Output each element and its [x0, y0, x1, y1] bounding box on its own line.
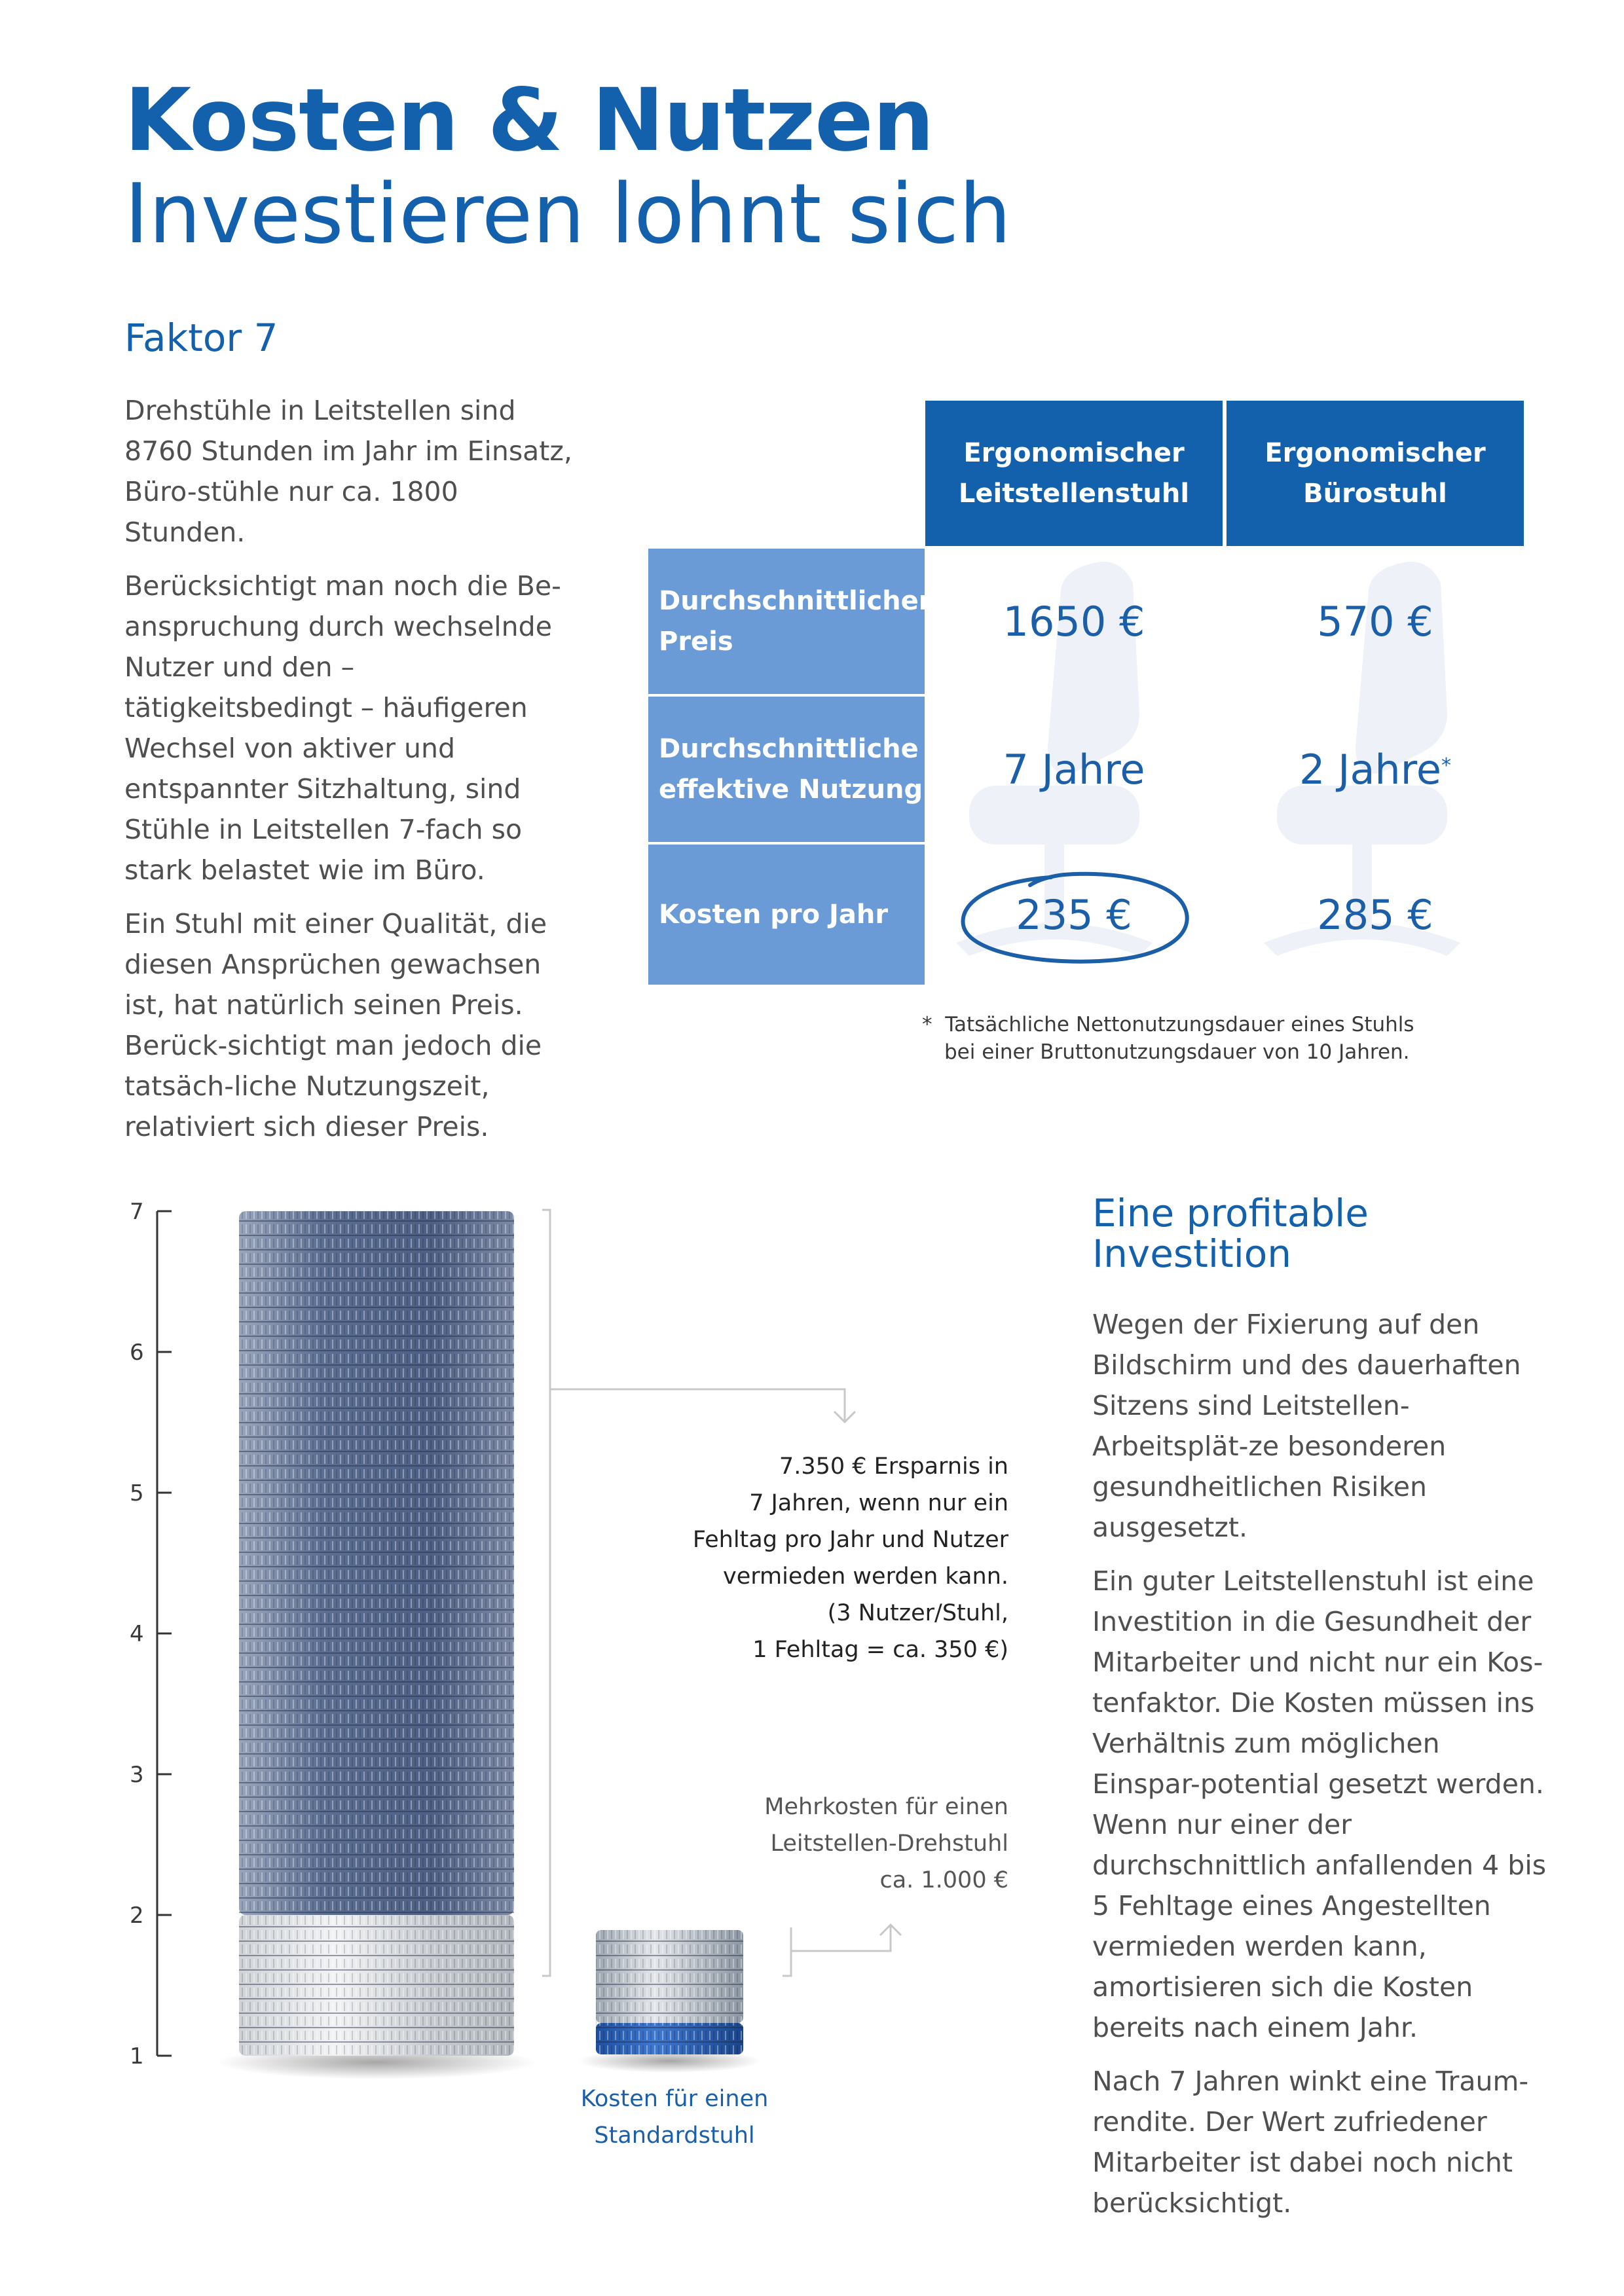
col-header-buerostuhl: Ergonomischer Bürostuhl — [1227, 401, 1524, 546]
footnote-marker: * — [1441, 754, 1451, 777]
standard-chair-caption — [544, 2081, 805, 2154]
annotation-line: Fehltag pro Jahr und Nutzer — [692, 1527, 1008, 1553]
savings-annotation — [609, 1448, 1008, 1668]
cell-nutzung-leitstelle: 7 Jahre — [1003, 745, 1145, 793]
section1-text — [124, 390, 576, 1160]
row-label-nutzung: Durchschnittliche effektive Nutzung — [648, 697, 925, 842]
heading-line: Eine profitable — [1092, 1191, 1369, 1235]
y-tick-label: 6 — [130, 1339, 144, 1366]
cell-kosten-buero: 285 € — [1317, 890, 1433, 939]
annotation-line: 7.350 € Ersparnis in — [779, 1453, 1008, 1480]
annotation-line: Mehrkosten für einen — [764, 1794, 1008, 1820]
paragraph: Nach 7 Jahren winkt eine Traum-rendite. Der Wert zufriedener Mitarbeiter ist dabei noch nicht berücksichtigt. — [1092, 2066, 1529, 2219]
y-tick-label: 5 — [130, 1480, 144, 1506]
cell-preis-buero: 570 € — [1317, 597, 1433, 646]
annotation-line: vermieden werden kann. — [722, 1563, 1008, 1590]
savings-arrow-line — [550, 1389, 845, 1421]
cell-nutzung-buero — [1227, 697, 1524, 842]
paragraph: Ein guter Leitstellenstuhl ist eine Investition in die Gesundheit der Mitarbeiter und nicht nur ein Kos-tenfaktor. Die Kosten müssen ins Verhältnis zum möglichen Einspar-potential gesetzt werden. Wenn nur einer der durchschnittlich anfallenden 4 bis 5 Fehltage eines Angestellten vermieden werden kann, amortisieren sich die Kosten bereits nach einem Jahr. — [1092, 1565, 1547, 2043]
extra-cost-annotation — [655, 1789, 1008, 1899]
y-tick-label: 4 — [130, 1621, 144, 1647]
table-footnote — [922, 1011, 1511, 1066]
paragraph: Berücksichtigt man noch die Be-anspruchung durch wechselnde Nutzer und den – tätigkeitsbedingt – häufigeren Wechsel von aktiver und entspannter Sitzhaltung, sind Stühle in Leitstellen 7-fach so stark belastet wie im Büro. — [124, 570, 561, 886]
footnote-marker: * — [922, 1013, 932, 1036]
annotation-line: 1 Fehltag = ca. 350 €) — [752, 1637, 1008, 1663]
row-label-kosten: Kosten pro Jahr — [648, 845, 925, 985]
coin-ridges — [596, 1930, 743, 2054]
y-tick-label: 2 — [130, 1903, 144, 1929]
col-header-leitstellenstuhl: Ergonomischer Leitstellenstuhl — [925, 401, 1223, 546]
savings-bracket — [542, 1210, 550, 1976]
cell-preis-leitstelle: 1650 € — [1003, 597, 1145, 646]
annotation-line: (3 Nutzer/Stuhl, — [827, 1600, 1008, 1626]
caption-line: Standardstuhl — [594, 2123, 755, 2149]
y-tick-label: 7 — [130, 1199, 144, 1225]
coin-ridges — [239, 1211, 514, 2056]
paragraph: Drehstühle in Leitstellen sind 8760 Stunden im Jahr im Einsatz, Büro-stühle nur ca. 1800 Stunden. — [124, 395, 572, 548]
section2-text — [1092, 1304, 1551, 2236]
paragraph: Wegen der Fixierung auf den Bildschirm und des dauerhaften Sitzens sind Leitstellen-Arbeitsplät-ze besonderen gesundheitlichen Risiken ausgesetzt. — [1092, 1309, 1521, 1543]
caption-line: Kosten für einen — [580, 2086, 769, 2112]
footnote-line: bei einer Bruttonutzungsdauer von 10 Jahren. — [944, 1040, 1410, 1064]
cell-value: 2 Jahre — [1299, 745, 1441, 793]
highlight-circle-icon — [953, 863, 1202, 974]
page-subtitle: Investieren lohnt sich — [124, 166, 1012, 262]
extra-cost-bracket — [783, 1927, 791, 1976]
y-tick-label: 1 — [130, 2043, 144, 2069]
row-label-preis: Durchschnittlicher Preis — [648, 549, 925, 694]
paragraph: Ein Stuhl mit einer Qualität, die diesen Ansprüchen gewachsen ist, hat natürlich seinen Preis. Berück-sichtigt man jedoch die tatsäch-liche Nutzungszeit, relativiert sich dieser Preis. — [124, 908, 547, 1142]
annotation-line: ca. 1.000 € — [879, 1867, 1008, 1893]
annotation-line: Leitstellen-Drehstuhl — [770, 1831, 1008, 1857]
cell-kosten-leitstelle: 235 € — [1016, 890, 1132, 939]
section-heading-investition — [1092, 1193, 1369, 1274]
heading-line: Investition — [1092, 1231, 1292, 1276]
section-heading-faktor: Faktor 7 — [124, 316, 278, 360]
y-tick-label: 3 — [130, 1762, 144, 1788]
page-title: Kosten & Nutzen — [124, 70, 934, 171]
extra-cost-arrow-line — [791, 1925, 891, 1951]
coin-stack-chart — [111, 1178, 1041, 2187]
annotation-line: 7 Jahren, wenn nur ein — [749, 1490, 1008, 1516]
footnote-line: Tatsächliche Nettonutzungsdauer eines Stuhls — [945, 1013, 1414, 1036]
